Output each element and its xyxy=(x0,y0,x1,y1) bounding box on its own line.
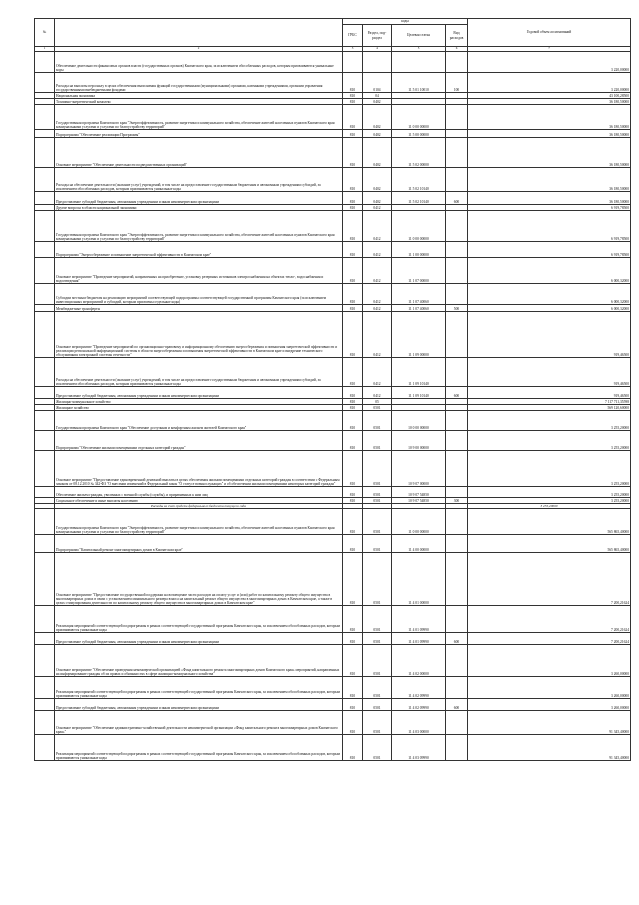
cell-num xyxy=(35,168,55,192)
table-row xyxy=(35,677,631,699)
cell-sec: 0501 xyxy=(363,509,392,535)
cell-grbs: 810 xyxy=(343,405,363,411)
cell-sum: 7 200,21624 xyxy=(468,633,631,645)
cell-sec: 0402 xyxy=(363,168,392,192)
cell-sec: 0501 xyxy=(363,535,392,553)
cell-name: Национальная экономика xyxy=(55,93,343,99)
cell-vid xyxy=(446,52,468,73)
cell-sum: 7 200,21624 xyxy=(468,553,631,606)
cell-vid xyxy=(446,509,468,535)
cell-sec: 0402 xyxy=(363,138,392,168)
header-num: № xyxy=(35,19,55,47)
table-row xyxy=(35,411,631,431)
cell-tgt: 11 0 00 00000 xyxy=(392,509,446,535)
table-row xyxy=(35,633,631,645)
cell-vid xyxy=(446,677,468,699)
cell-sum: 3 260,00000 xyxy=(468,645,631,677)
cell-name: Предоставление субсидий бюджетным, автономным учреждениям и иным некоммерческим организациям xyxy=(55,699,343,711)
cell-num xyxy=(35,711,55,735)
header-section: Раздел, под-раздел xyxy=(363,25,392,47)
cell-name: Государственная программа Камчатского края "Энергоэффективность, развитие энергетики и коммунального хозяйства, обеспечение жителей населенных пунктов Камчатского края коммунальными услугами и услугами по благоустройству территорий" xyxy=(55,211,343,242)
table-row xyxy=(35,305,631,312)
cell-name: Расходы за счет средств федерального бюджета текущего года xyxy=(55,504,343,509)
cell-grbs: 810 xyxy=(343,73,363,93)
cell-sec: 0402 xyxy=(363,130,392,138)
cell-num xyxy=(35,105,55,130)
cell-name: Расходы на выплаты персоналу в целях обеспечения выполнения функций государственными (муниципальными) органами, казенными учреждениями, органами управления государственными внебюджетными фондами xyxy=(55,73,343,93)
cell-sec: 0501 xyxy=(363,699,392,711)
cell-name: Топливно-энергетический комплекс xyxy=(55,99,343,105)
header-codes: коды xyxy=(343,19,468,25)
cell-tgt: 11 4 01 09990 xyxy=(392,606,446,633)
colnum: 2 xyxy=(55,47,343,52)
cell-num xyxy=(35,553,55,606)
cell-sec xyxy=(363,52,392,73)
cell-name: Межбюджетные трансферты xyxy=(55,305,343,312)
cell-vid xyxy=(446,553,468,606)
cell-vid: 600 xyxy=(446,633,468,645)
header-grbs: ГРБС xyxy=(343,25,363,47)
cell-tgt: 11 5 02 10140 xyxy=(392,192,446,205)
cell-sec: 0501 xyxy=(363,645,392,677)
cell-grbs: 810 xyxy=(343,711,363,735)
table-row xyxy=(35,258,631,284)
table-row xyxy=(35,509,631,535)
cell-sum: 36 180,50000 xyxy=(468,105,631,130)
cell-vid xyxy=(446,284,468,305)
cell-num xyxy=(35,535,55,553)
colnum: 6 xyxy=(446,47,468,52)
cell-grbs: 810 xyxy=(343,192,363,205)
cell-num xyxy=(35,633,55,645)
table-row xyxy=(35,735,631,761)
cell-tgt: 11 4 02 09990 xyxy=(392,699,446,711)
cell-name: Обеспечение деятельности финансовых органов власти (государственных органов) Камчатского края, за исключением обособленных расходов, которым присваиваются уникальные коды xyxy=(55,52,343,73)
cell-num xyxy=(35,211,55,242)
cell-grbs: 810 xyxy=(343,99,363,105)
cell-sec: 0402 xyxy=(363,192,392,205)
cell-vid xyxy=(446,242,468,258)
cell-grbs: 810 xyxy=(343,431,363,451)
table-row xyxy=(35,431,631,451)
cell-sec: 0412 xyxy=(363,205,392,211)
cell-grbs: 810 xyxy=(343,451,363,487)
cell-sum: 91 345,40000 xyxy=(468,711,631,735)
cell-grbs: 810 xyxy=(343,606,363,633)
table-row xyxy=(35,553,631,606)
cell-vid xyxy=(446,411,468,431)
table-row xyxy=(35,451,631,487)
cell-grbs: 810 xyxy=(343,399,363,405)
table-row xyxy=(35,699,631,711)
cell-name: Основное мероприятие "Обеспечение проведения некоммерческой организацией «Фонд капитального ремонта многоквартирных домов Камчатского края» мероприятий, направленных на информирование граждан об их правах и обязанностях в сфере жилищно-коммунального хозяйства" xyxy=(55,645,343,677)
cell-sum: 565 865,40000 xyxy=(468,535,631,553)
cell-sec: 0501 xyxy=(363,487,392,498)
cell-tgt: 11 5 02 10140 xyxy=(392,168,446,192)
cell-num xyxy=(35,130,55,138)
cell-sum: 3 255,20000 xyxy=(468,411,631,431)
cell-grbs: 810 xyxy=(343,487,363,498)
cell-num xyxy=(35,699,55,711)
cell-tgt: 11 4 00 00000 xyxy=(392,535,446,553)
cell-sec: 0412 xyxy=(363,258,392,284)
cell-sum: 3 255,20000 xyxy=(468,431,631,451)
cell-sec: 0501 xyxy=(363,431,392,451)
cell-grbs: 810 xyxy=(343,358,363,387)
cell-vid xyxy=(446,735,468,761)
cell-sec: 0412 xyxy=(363,242,392,258)
cell-tgt: 11 4 02 09990 xyxy=(392,677,446,699)
cell-num xyxy=(35,138,55,168)
cell-tgt: 11 4 03 00000 xyxy=(392,711,446,735)
table-row xyxy=(35,535,631,553)
cell-name: Обеспечение жильем граждан, уволенных с военной службы (службы), и приравненных к ним лиц xyxy=(55,487,343,498)
table-row xyxy=(35,711,631,735)
cell-grbs: 810 xyxy=(343,242,363,258)
budget-document xyxy=(34,18,630,761)
cell-grbs: 810 xyxy=(343,498,363,504)
cell-sec: 0501 xyxy=(363,677,392,699)
cell-grbs: 810 xyxy=(343,258,363,284)
cell-sum: 36 180,50000 xyxy=(468,99,631,105)
cell-sec: 04 xyxy=(363,93,392,99)
table-row xyxy=(35,284,631,305)
cell-sum: 6 000,32000 xyxy=(468,284,631,305)
cell-tgt: 11 1 09 10140 xyxy=(392,358,446,387)
cell-name: Основное мероприятие "Обеспечение деятельности подведомственных организаций" xyxy=(55,138,343,168)
cell-num xyxy=(35,242,55,258)
cell-name: Подпрограмма "Обеспечение жилыми помещениями отдельных категорий граждан" xyxy=(55,431,343,451)
cell-sum: 3 255,20000 xyxy=(468,504,631,509)
cell-vid xyxy=(446,358,468,387)
cell-name: Основное мероприятие "Предоставление государственной поддержки на возмещение части расходов на оплату услуг и (или) работ по капитальному ремонту общего имущества в многоквартирных домах в связи с установлением минимального размера взноса на капитальный ремонт общего имущества в многоквартирных домах в Камчатском крае, а также в целях стимулирования деятельности по капитальному ремонту общего имущества в многоквартирных домах в Камчатском крае" xyxy=(55,553,343,606)
cell-tgt: 10 9 07 54850 xyxy=(392,498,446,504)
cell-vid xyxy=(446,211,468,242)
cell-sec: 0501 xyxy=(363,735,392,761)
cell-name: Основное мероприятие "Проведение мероприятий по организационно-правовому и информационному обеспечению энергосбережения и повышения энергетической эффективности и реализации региональной информационной системы в области энергосбережения и повышения энергетической эффективности в Камчатском крае и внедрение технического обслуживания электронной системы отчетности" xyxy=(55,312,343,358)
cell-sum: 3 260,00000 xyxy=(468,677,631,699)
cell-sum: 43 100,28500 xyxy=(468,93,631,99)
cell-sec: 0412 xyxy=(363,312,392,358)
colnum: 7 xyxy=(468,47,631,52)
cell-num xyxy=(35,606,55,633)
cell-sec: 0412 xyxy=(363,358,392,387)
cell-grbs: 810 xyxy=(343,553,363,606)
cell-vid xyxy=(446,645,468,677)
cell-grbs xyxy=(343,52,363,73)
cell-sec: 0501 xyxy=(363,498,392,504)
cell-sum: 919,46500 xyxy=(468,358,631,387)
cell-num xyxy=(35,52,55,73)
cell-tgt: 11 1 00 00000 xyxy=(392,242,446,258)
cell-num xyxy=(35,487,55,498)
cell-grbs: 810 xyxy=(343,211,363,242)
table-row xyxy=(35,358,631,387)
colnum: 4 xyxy=(363,47,392,52)
cell-vid: 300 xyxy=(446,498,468,504)
cell-vid xyxy=(446,312,468,358)
cell-vid: 600 xyxy=(446,192,468,205)
cell-grbs: 810 xyxy=(343,205,363,211)
cell-name: Социальное обеспечение и иные выплаты населению xyxy=(55,498,343,504)
cell-sec: 0501 xyxy=(363,633,392,645)
header-name xyxy=(55,19,343,47)
cell-name: Другие вопросы в области национальной экономики xyxy=(55,205,343,211)
colnum: 1 xyxy=(35,47,55,52)
cell-name: Государственная программа Камчатского края "Энергоэффективность, развитие энергетики и коммунального хозяйства, обеспечение жителей населенных пунктов Камчатского края коммунальными услугами и услугами по благоустройству территорий" xyxy=(55,105,343,130)
cell-name: Подпрограмма "Энергосбережение и повышение энергетической эффективности в Камчатском крае" xyxy=(55,242,343,258)
cell-grbs: 810 xyxy=(343,284,363,305)
cell-sum: 919,46500 xyxy=(468,387,631,399)
cell-tgt: 11 0 00 00000 xyxy=(392,105,446,130)
cell-tgt: 11 1 07 00000 xyxy=(392,258,446,284)
cell-name: Государственная программа Камчатского края "Обеспечение доступным и комфортным жильем жителей Камчатского края" xyxy=(55,411,343,431)
cell-num xyxy=(35,305,55,312)
cell-grbs: 810 xyxy=(343,677,363,699)
cell-sec: 0412 xyxy=(363,211,392,242)
cell-tgt: 11 5 02 00000 xyxy=(392,138,446,168)
table-row xyxy=(35,138,631,168)
cell-name: Подпрограмма "Капитальный ремонт многоквартирных домов в Камчатском крае" xyxy=(55,535,343,553)
table-row xyxy=(35,645,631,677)
table-row xyxy=(35,192,631,205)
cell-sec: 0501 xyxy=(363,711,392,735)
cell-sec: 05 xyxy=(363,399,392,405)
cell-name: Подпрограмма "Обеспечение реализации Программы" xyxy=(55,130,343,138)
cell-num xyxy=(35,358,55,387)
cell-num xyxy=(35,258,55,284)
cell-sec: 0501 xyxy=(363,553,392,606)
table-body xyxy=(35,52,631,761)
table-row xyxy=(35,387,631,399)
cell-tgt: 11 0 00 00000 xyxy=(392,211,446,242)
cell-grbs: 810 xyxy=(343,312,363,358)
cell-tgt: 11 4 02 00000 xyxy=(392,645,446,677)
cell-tgt: 11 1 09 00000 xyxy=(392,312,446,358)
cell-num xyxy=(35,73,55,93)
cell-sec: 0501 xyxy=(363,451,392,487)
table-row xyxy=(35,312,631,358)
table-row xyxy=(35,52,631,73)
cell-tgt: 11 4 03 09990 xyxy=(392,735,446,761)
cell-num xyxy=(35,284,55,305)
cell-grbs: 810 xyxy=(343,130,363,138)
cell-num xyxy=(35,645,55,677)
table-row xyxy=(35,73,631,93)
cell-sum: 3 260,00000 xyxy=(468,699,631,711)
cell-sum: 36 180,50000 xyxy=(468,130,631,138)
cell-grbs: 810 xyxy=(343,305,363,312)
cell-name: Предоставление субсидий бюджетным, автономным учреждениям и иным некоммерческим организациям xyxy=(55,387,343,399)
cell-sum: 3 220,00000 xyxy=(468,52,631,73)
cell-name: Предоставление субсидий бюджетным, автономным учреждениям и иным некоммерческим организациям xyxy=(55,633,343,645)
table-row xyxy=(35,130,631,138)
cell-vid xyxy=(446,606,468,633)
cell-sum: 7 117 711,35598 xyxy=(468,399,631,405)
header-target: Целевая статья xyxy=(392,25,446,47)
cell-tgt: 11 1 07 40060 xyxy=(392,305,446,312)
cell-sum: 6 919,78500 xyxy=(468,242,631,258)
cell-tgt: 10 9 00 00000 xyxy=(392,431,446,451)
cell-sec: 0412 xyxy=(363,305,392,312)
cell-name: Расходы на обеспечение деятельности (оказание услуг) учреждений, в том числе на предоставление государственным бюджетным и автономным учреждениям субсидий, за исключением обособленных расходов, которым присваиваются уникальные коды xyxy=(55,168,343,192)
cell-grbs: 810 xyxy=(343,509,363,535)
cell-vid xyxy=(446,487,468,498)
cell-grbs: 810 xyxy=(343,535,363,553)
cell-num xyxy=(35,735,55,761)
cell-vid: 100 xyxy=(446,73,468,93)
table-row xyxy=(35,487,631,498)
cell-vid: 500 xyxy=(446,305,468,312)
cell-sum: 6 000,32000 xyxy=(468,258,631,284)
cell-sum: 919,46500 xyxy=(468,312,631,358)
cell-sum: 7 200,21624 xyxy=(468,606,631,633)
cell-vid: 600 xyxy=(446,387,468,399)
cell-sec: 0104 xyxy=(363,73,392,93)
table-row xyxy=(35,606,631,633)
cell-grbs: 810 xyxy=(343,645,363,677)
cell-grbs: 810 xyxy=(343,411,363,431)
cell-grbs: 810 xyxy=(343,138,363,168)
cell-vid xyxy=(446,711,468,735)
cell-name: Основное мероприятие "Предоставление единовременной денежной выплаты в целях обеспечения жилыми помещениями отдельных категорий граждан в соответствии с Федеральным законом от 08.12.2010 № 342-ФЗ "О внесении изменений в Федеральный закон "О статусе военнослужащих" и об обеспечении жилыми помещениями некоторых категорий граждан" xyxy=(55,451,343,487)
cell-num xyxy=(35,411,55,431)
cell-name: Основное мероприятие "Обеспечение административно-хозяйственной деятельности некоммерческой организации «Фонд капитального ремонта многоквартирных домов Камчатского края»" xyxy=(55,711,343,735)
budget-table xyxy=(34,18,631,761)
cell-vid: 600 xyxy=(446,699,468,711)
cell-sum: 6 919,78500 xyxy=(468,211,631,242)
cell-sum: 36 180,50000 xyxy=(468,192,631,205)
cell-name: Основное мероприятие "Проведение мероприятий, направленных на приобретение, установку резервных источников электроснабжения на объектах тепло-, водоснабжения и водоотведения" xyxy=(55,258,343,284)
colnum: 3 xyxy=(343,47,363,52)
cell-vid xyxy=(446,105,468,130)
cell-vid xyxy=(446,138,468,168)
cell-sec: 0412 xyxy=(363,387,392,399)
cell-name: Реализация мероприятий соответствующей подпрограммы в рамках соответствующей государственной программы Камчатского края, за исключением обособленных расходов, которым присваиваются уникальные коды xyxy=(55,677,343,699)
cell-grbs: 810 xyxy=(343,93,363,99)
cell-sum: 569 120,60000 xyxy=(468,405,631,411)
cell-sum: 36 180,50000 xyxy=(468,168,631,192)
cell-vid xyxy=(446,451,468,487)
cell-grbs: 810 xyxy=(343,387,363,399)
cell-vid xyxy=(446,535,468,553)
cell-tgt: 11 4 01 00000 xyxy=(392,553,446,606)
cell-sec: 0412 xyxy=(363,284,392,305)
cell-vid xyxy=(446,431,468,451)
cell-grbs: 810 xyxy=(343,699,363,711)
cell-vid xyxy=(446,130,468,138)
cell-num xyxy=(35,677,55,699)
cell-tgt: 10 9 07 54850 xyxy=(392,487,446,498)
cell-tgt: 10 9 07 00000 xyxy=(392,451,446,487)
cell-sec: 0402 xyxy=(363,99,392,105)
cell-tgt: 11 1 09 10140 xyxy=(392,387,446,399)
cell-num xyxy=(35,192,55,205)
cell-sec: 0402 xyxy=(363,105,392,130)
cell-sum: 3 220,00000 xyxy=(468,73,631,93)
cell-sum: 6 919,78500 xyxy=(468,205,631,211)
cell-tgt: 11 5 00 00000 xyxy=(392,130,446,138)
cell-tgt: 11 1 07 40060 xyxy=(392,284,446,305)
cell-tgt: 11 5 01 10010 xyxy=(392,73,446,93)
colnum: 5 xyxy=(392,47,446,52)
cell-vid xyxy=(446,168,468,192)
cell-name: Реализация мероприятий соответствующей подпрограммы в рамках соответствующей государственной программы Камчатского края, за исключением обособленных расходов, которым присваиваются уникальные коды xyxy=(55,606,343,633)
header-vid: Вид расходов xyxy=(446,25,468,47)
table-row xyxy=(35,105,631,130)
cell-num xyxy=(35,509,55,535)
cell-name: Жилищное хозяйство xyxy=(55,405,343,411)
cell-tgt xyxy=(392,52,446,73)
cell-sum: 6 000,32000 xyxy=(468,305,631,312)
table-row xyxy=(35,168,631,192)
table-row xyxy=(35,211,631,242)
cell-name: Жилищно-коммунальное хозяйство xyxy=(55,399,343,405)
cell-sum: 3 255,20000 xyxy=(468,487,631,498)
cell-sum: 36 180,50000 xyxy=(468,138,631,168)
cell-name: Государственная программа Камчатского края "Энергоэффективность, развитие энергетики и коммунального хозяйства, обеспечение жителей населенных пунктов Камчатского края коммунальными услугами и услугами по благоустройству территорий" xyxy=(55,509,343,535)
cell-sum: 565 865,40000 xyxy=(468,509,631,535)
cell-grbs: 810 xyxy=(343,633,363,645)
cell-grbs: 810 xyxy=(343,168,363,192)
cell-num xyxy=(35,451,55,487)
cell-tgt: 11 4 01 09990 xyxy=(392,633,446,645)
cell-num xyxy=(35,312,55,358)
cell-name: Предоставление субсидий бюджетным, автономным учреждениям и иным некоммерческим организациям xyxy=(55,192,343,205)
header-total: Годовой объем ассигнований xyxy=(468,19,631,47)
cell-grbs: 810 xyxy=(343,735,363,761)
cell-sec: 0501 xyxy=(363,405,392,411)
cell-name: Реализация мероприятий соответствующей подпрограммы в рамках соответствующей государственной программы Камчатского края, за исключением обособленных расходов, которым присваиваются уникальные коды xyxy=(55,735,343,761)
cell-sum: 91 345,40000 xyxy=(468,735,631,761)
cell-vid xyxy=(446,258,468,284)
cell-num xyxy=(35,387,55,399)
cell-tgt: 10 0 00 00000 xyxy=(392,411,446,431)
cell-num xyxy=(35,431,55,451)
cell-name: Расходы на обеспечение деятельности (оказание услуг) учреждений, в том числе на предоставление государственным бюджетным и автономным учреждениям субсидий, за исключением обособленных расходов, которым присваиваются уникальные коды xyxy=(55,358,343,387)
cell-sum: 3 255,20000 xyxy=(468,451,631,487)
cell-sec: 0501 xyxy=(363,411,392,431)
cell-sum: 3 255,20000 xyxy=(468,498,631,504)
cell-grbs: 810 xyxy=(343,105,363,130)
table-row xyxy=(35,242,631,258)
cell-name: Субсидии местным бюджетам на реализацию мероприятий соответствующей подпрограммы соответствующей государственной программы Камчатского края (за исключением инвестиционных мероприятий и субсидий, которым присвоены отдельные коды) xyxy=(55,284,343,305)
cell-sec: 0501 xyxy=(363,606,392,633)
